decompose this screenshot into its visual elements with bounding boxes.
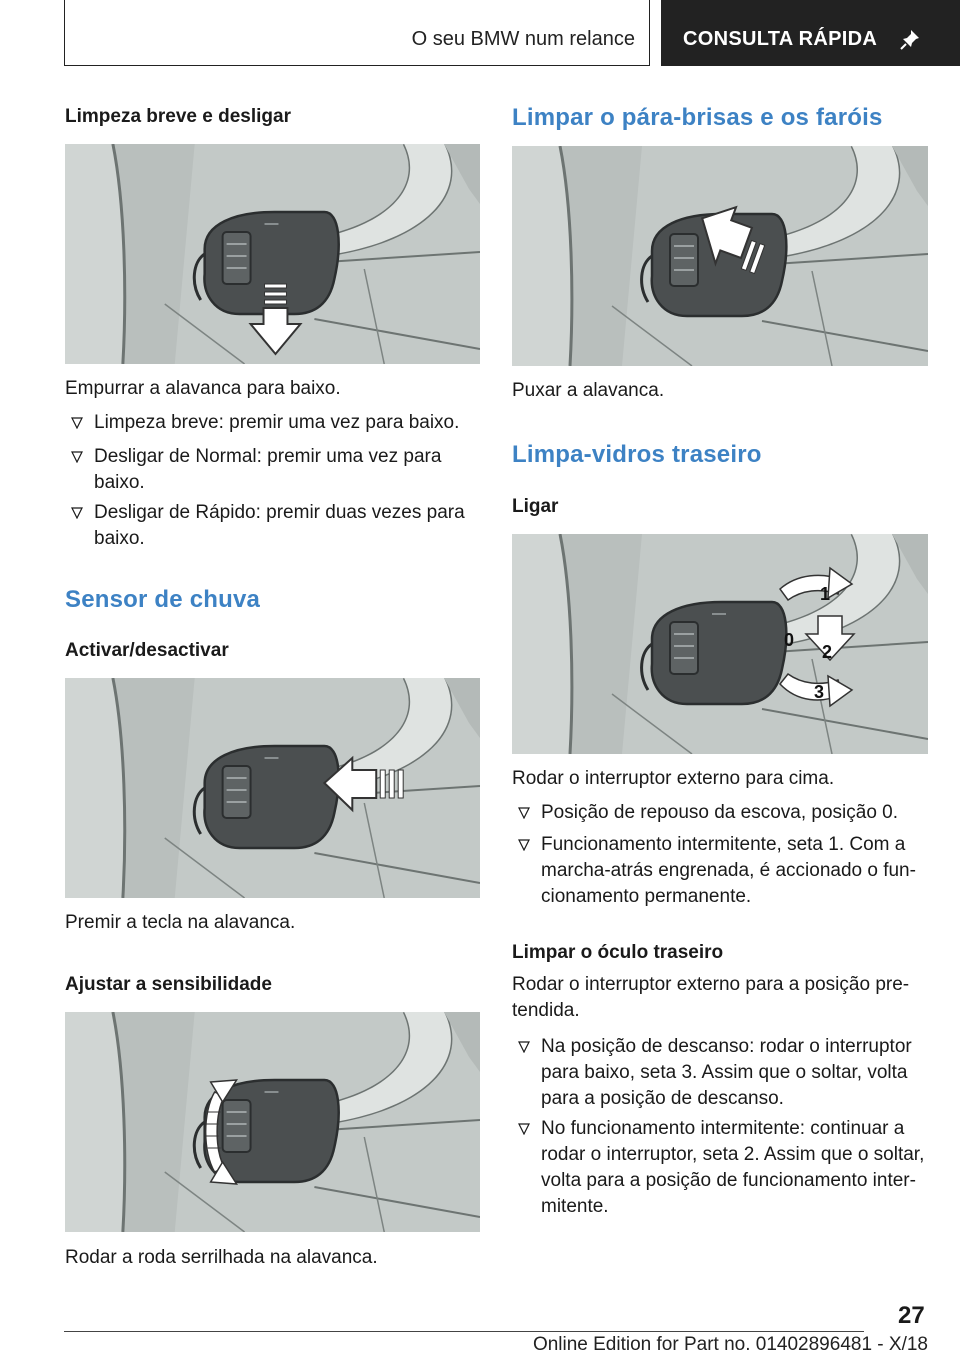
triangle-bullet-icon xyxy=(71,417,83,429)
heading-rain-sensor: Sensor de chuva xyxy=(65,586,261,613)
subheading-short-wipe: Limpeza breve e desligar xyxy=(65,106,291,127)
list-item: Na posição de descanso: rodar o interruptor para baixo, seta 3. Assim que o soltar, volta para a posição de descanso. xyxy=(512,1034,928,1112)
header-section-title: O seu BMW num relance xyxy=(411,28,635,50)
figure-rear-wiper-positions xyxy=(512,534,928,754)
svg-text:2: 2 xyxy=(822,642,833,662)
triangle-bullet-icon xyxy=(518,807,530,819)
text-rear-window: Rodar o interruptor externo para a posição pre-tendida. xyxy=(512,974,910,1021)
list-item: Limpeza breve: premir uma vez para baixo. xyxy=(65,410,480,436)
caption-push-down: Empurrar a alavanca para baixo. xyxy=(65,378,341,399)
list-item: No funcionamento intermitente: continuar a rodar o interruptor, seta 2. Assim que o soltar, volta para a posição de funcionamento inter-mitente. xyxy=(512,1116,928,1220)
figure-stalk-push-down xyxy=(65,144,480,364)
header-tab-quick-reference[interactable] xyxy=(661,0,960,66)
caption-rotate-up: Rodar o interruptor externo para cima. xyxy=(512,768,835,789)
subheading-switch-on: Ligar xyxy=(512,496,559,517)
figure-stalk-press-button xyxy=(65,678,480,898)
triangle-bullet-icon xyxy=(518,1041,530,1053)
triangle-bullet-icon xyxy=(518,1123,530,1135)
list-item: Funcionamento intermitente, seta 1. Com a marcha-atrás engrenada, é accionado o fun-cionamento permanente. xyxy=(512,832,928,910)
list-item: Desligar de Rápido: premir duas vezes para baixo. xyxy=(65,500,480,552)
pin-icon xyxy=(899,27,923,51)
triangle-bullet-icon xyxy=(71,451,83,463)
figure-stalk-rotate-wheel xyxy=(65,1012,480,1232)
subheading-sensitivity: Ajustar a sensibilidade xyxy=(65,974,272,995)
list-item: Posição de repouso da escova, posição 0. xyxy=(512,800,928,826)
header-tab-label: CONSULTA RÁPIDA xyxy=(683,28,878,50)
svg-text:1: 1 xyxy=(820,584,831,604)
caption-press-button: Premir a tecla na alavanca. xyxy=(65,912,296,933)
page-number: 27 xyxy=(898,1302,925,1329)
footer-divider xyxy=(64,1331,864,1332)
triangle-bullet-icon xyxy=(71,507,83,519)
heading-washer: Limpar o pára-brisas e os faróis xyxy=(512,104,883,131)
figure-stalk-pull xyxy=(512,146,928,366)
svg-text:3: 3 xyxy=(814,682,825,702)
footer-edition: Online Edition for Part no. 01402896481 - X/18 xyxy=(532,1334,928,1355)
subheading-activate: Activar/desactivar xyxy=(65,640,229,661)
caption-rotate-wheel: Rodar a roda serrilhada na alavanca. xyxy=(65,1247,378,1268)
position-arrows-icon xyxy=(780,568,854,706)
caption-pull: Puxar a alavanca. xyxy=(512,380,665,401)
svg-text:0: 0 xyxy=(784,630,795,650)
heading-rear-wiper: Limpa-vidros traseiro xyxy=(512,441,762,468)
header-section-box xyxy=(64,0,650,66)
subheading-rear-window: Limpar o óculo traseiro xyxy=(512,942,724,963)
list-item: Desligar de Normal: premir uma vez para baixo. xyxy=(65,444,480,496)
triangle-bullet-icon xyxy=(518,839,530,851)
